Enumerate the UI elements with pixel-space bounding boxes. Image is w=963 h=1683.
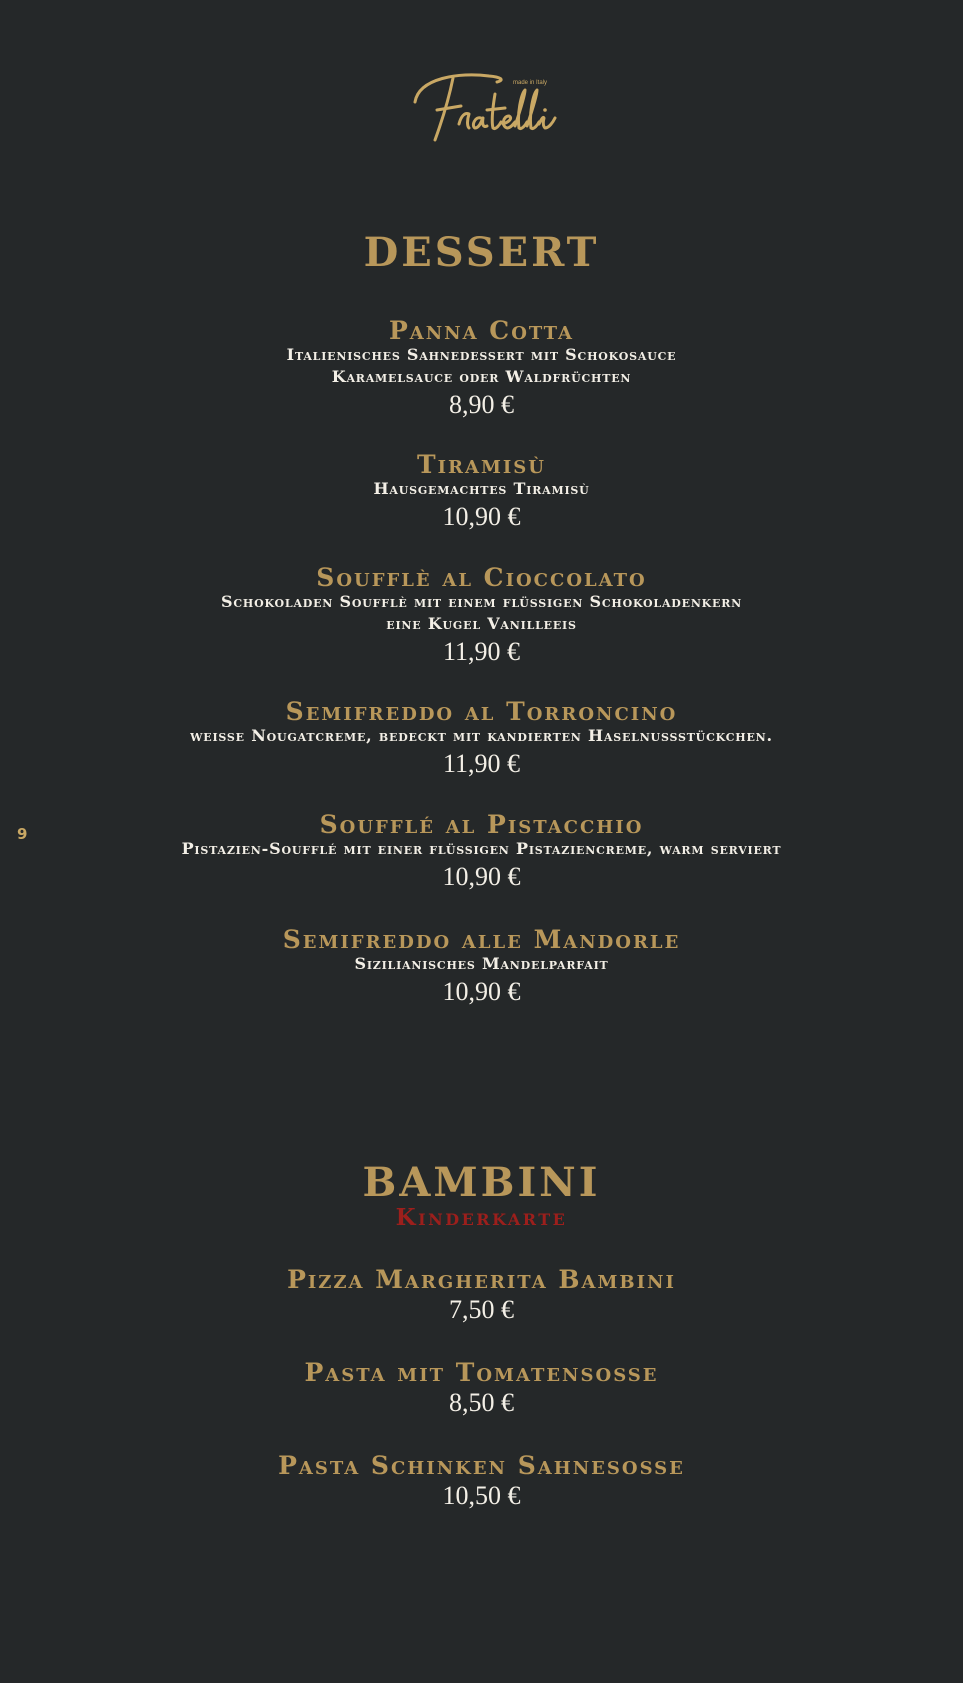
item-description: eine Kugel Vanilleeis xyxy=(386,614,577,633)
item-name: Soufflè al Cioccolato xyxy=(316,563,647,592)
item-price: 8,90 € xyxy=(449,390,514,419)
bambini-item-pizza-margherita xyxy=(0,1267,963,1325)
bambini-item-pasta-tomatensosse xyxy=(0,1360,963,1418)
dessert-heading: DESSERT xyxy=(363,229,600,276)
item-price: 11,90 € xyxy=(442,749,521,778)
item-description: Hausgemachtes Tiramisù xyxy=(373,479,590,498)
item-price: 7,50 € xyxy=(449,1295,514,1324)
bambini-heading: BAMBINI xyxy=(362,1159,601,1206)
item-description: Sizilianisches Mandelparfait xyxy=(354,954,609,973)
item-name: Panna Cotta xyxy=(388,316,575,345)
item-name: Pasta mit Tomatensosse xyxy=(304,1358,659,1387)
item-description: weisse Nougatcreme, bedeckt mit kandierten Haselnussstückchen. xyxy=(190,726,773,745)
item-name: Pizza Margherita Bambini xyxy=(287,1265,676,1294)
item-price: 11,90 € xyxy=(442,637,521,666)
bambini-item-pasta-schinken xyxy=(0,1453,963,1511)
item-name: Soufflé al Pistacchio xyxy=(319,810,644,839)
dessert-item-souffle-pistacchio xyxy=(0,812,963,892)
logo-tagline: made in Italy xyxy=(513,80,548,86)
item-name: Tiramisù xyxy=(417,450,546,479)
item-description: Schokoladen Soufflè mit einem flüssigen Schokoladenkern xyxy=(220,592,743,611)
item-price: 10,50 € xyxy=(442,1481,521,1510)
page-number: 9 xyxy=(17,825,28,843)
item-price: 8,50 € xyxy=(449,1388,514,1417)
dessert-item-semifreddo-torroncino xyxy=(0,699,963,779)
dessert-item-tiramisu xyxy=(0,452,963,532)
item-price: 10,90 € xyxy=(442,977,521,1006)
fratelli-logo xyxy=(409,66,559,148)
item-description: Karamelsauce oder Waldfrüchten xyxy=(331,367,632,386)
kinderkarte-subtitle: Kinderkarte xyxy=(395,1204,568,1231)
item-name: Pasta Schinken Sahnesosse xyxy=(278,1451,685,1480)
item-description: Italienisches Sahnedessert mit Schokosauce xyxy=(286,345,677,364)
item-price: 10,90 € xyxy=(442,862,521,891)
item-price: 10,90 € xyxy=(442,502,521,531)
dessert-item-souffle-cioccolato xyxy=(0,565,963,667)
item-description: Pistazien-Soufflé mit einer flüssigen Pistaziencreme, warm serviert xyxy=(181,839,782,858)
item-name: Semifreddo al Torroncino xyxy=(285,697,678,726)
item-name: Semifreddo alle Mandorle xyxy=(282,925,681,954)
dessert-item-panna-cotta xyxy=(0,318,963,420)
dessert-item-semifreddo-mandorle xyxy=(0,927,963,1007)
